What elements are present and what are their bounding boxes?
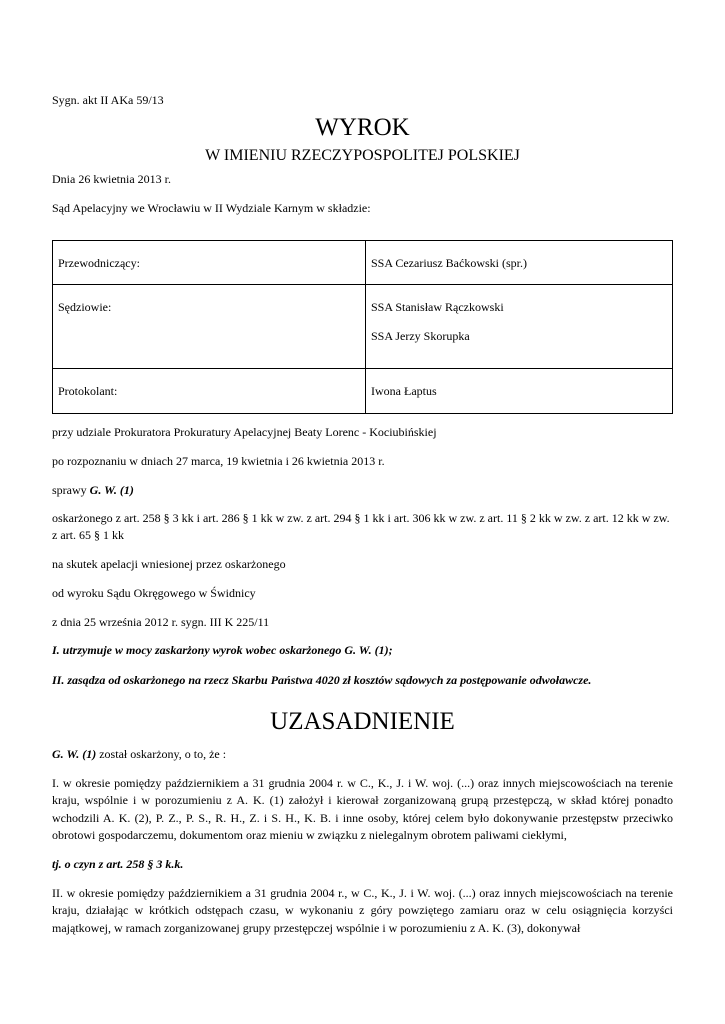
accused-name: G. W. (1) [52,747,97,761]
prosecutor-line: przy udziale Prokuratora Prokuratury Apelacyjnej Beaty Lorenc - Kociubińskiej [52,425,437,439]
document-title: WYROK [315,114,410,141]
table-row [53,369,673,414]
charge-2: II. w okresie pomiędzy październikiem a 31 grudnia 2004 r., w C., K., J. i W. woj. (...) oraz innych miejscowościach na terenie kraju, działając w krótkich odstępach czasu, w wykonaniu z góry powziętego zamiaru oraz w celu osiągnięcia korzyści majątkowej, w ramach zorganizowanej grupy przestępczej wspólnie i w porozumieniu z A. K. (3), dokonywał [52,886,673,935]
court-name: Sąd Apelacyjny we Wrocławiu w II Wydziale Karnym w składzie: [52,201,371,215]
judgment-date: Dnia 26 kwietnia 2013 r. [52,172,171,186]
charge-1-qualification: tj. o czyn z art. 258 § 3 k.k. [52,857,184,871]
court-composition-table [52,240,673,414]
case-defendant-line [52,482,134,499]
judge-name: SSA Jerzy Skorupka [371,329,470,344]
verdict-point-2: II. zasądza od oskarżonego na rzecz Skarbu Państwa 4020 zł kosztów sądowych za postępowanie odwoławcze. [52,673,592,687]
presiding-judge: SSA Cezariusz Baćkowski (spr.) [366,241,673,285]
table-row [53,285,673,369]
defendant-name: G. W. (1) [89,483,134,497]
presiding-label: Przewodniczący: [53,241,366,285]
judge-name: SSA Stanisław Rączkowski [371,300,504,314]
clerk-name: Iwona Łaptus [366,369,673,414]
accused-line [52,746,226,763]
lower-court-line: od wyroku Sądu Okręgowego w Świdnicy [52,586,256,600]
hearing-dates: po rozpoznaniu w dniach 27 marca, 19 kwietnia i 26 kwietnia 2013 r. [52,454,385,468]
charges-line: oskarżonego z art. 258 § 3 kk i art. 286 § 1 kk w zw. z art. 294 § 1 kk i art. 306 kk w zw. z art. 11 § 2 kk w zw. z art. 12 kk w zw. z art. 65 § 1 kk [52,511,670,543]
case-prefix: sprawy [52,483,90,497]
judges-cell [366,285,673,369]
charge-1: I. w okresie pomiędzy październikiem a 31 grudnia 2004 r. w C., K., J. i W. woj. (...) oraz innych miejscowościach na terenie kraju, wspólnie i w porozumieniu z A. K. (1) założył i kierował zorganizowaną grupą przestępczą, w skład której ponadto wchodzili A. K. (2), P. Z., P. S., R. H., Z. i S. H., K. B. i inne osoby, której celem było dokonywanie przestępstw przeciwko obrotowi gospodarczemu, dokumentom oraz mieniu w związku z nielegalnym obrotem paliwami ciekłymi, [52,776,673,843]
case-number: Sygn. akt II AKa 59/13 [52,93,164,107]
lower-judgment-date: z dnia 25 września 2012 r. sygn. III K 225/11 [52,615,270,629]
verdict-point-1: I. utrzymuje w mocy zaskarżony wyrok wobec oskarżonego G. W. (1); [52,643,393,657]
table-row [53,241,673,285]
accused-text: został oskarżony, o to, że : [96,747,227,761]
document-subtitle: W IMIENIU RZECZYPOSPOLITEJ POLSKIEJ [205,147,520,164]
appeal-line: na skutek apelacji wniesionej przez oskarżonego [52,557,286,571]
justification-heading: UZASADNIENIE [270,708,455,735]
clerk-label: Protokolant: [53,369,366,414]
judges-label: Sędziowie: [53,285,366,369]
